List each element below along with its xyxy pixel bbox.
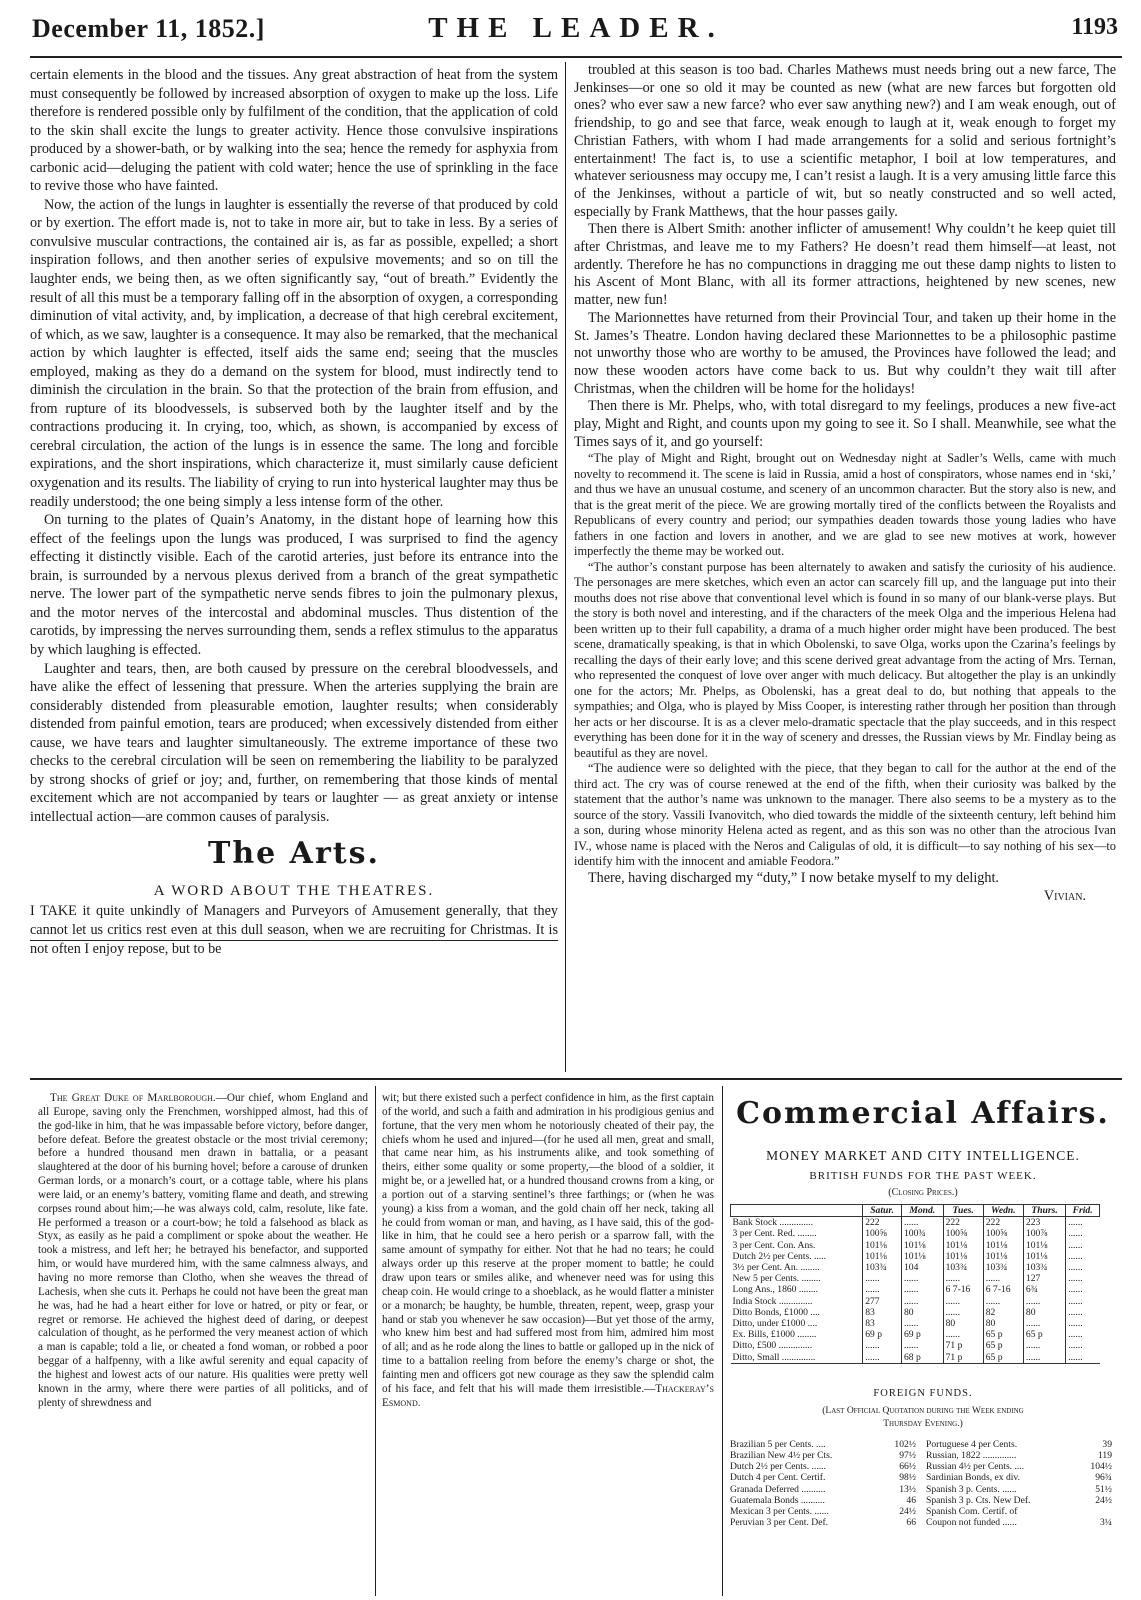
fund-price: 65 p	[983, 1329, 1023, 1340]
list-item	[730, 1450, 916, 1461]
fund-name: Ditto, £500 ..............	[732, 1340, 813, 1352]
fund-name: Ditto Bonds, £1000 ....	[732, 1306, 820, 1318]
marlborough-column-2	[382, 1092, 714, 1410]
fund-price: 46	[906, 1494, 916, 1506]
fund-price: 222	[943, 1217, 983, 1229]
fund-price: 127	[1023, 1273, 1065, 1284]
section-rule	[30, 1078, 1122, 1080]
fund-price: ......	[901, 1296, 943, 1307]
fund-price: 65 p	[983, 1340, 1023, 1351]
list-item	[926, 1495, 1112, 1506]
theatres-article-title: A WORD ABOUT THE THEATRES.	[153, 883, 435, 900]
fund-price: ......	[983, 1273, 1023, 1284]
fund-price: 71 p	[943, 1340, 983, 1351]
fund-name: Ditto, under £1000 ....	[732, 1318, 818, 1330]
lower-divider-1	[375, 1086, 376, 1596]
fund-price: 80	[943, 1318, 983, 1329]
fund-price: ......	[1066, 1352, 1100, 1364]
extract-text: wit; but there existed such a perfect confidence in him, as the first captain of the world, and such a faith and admiration in his prodigious genius and fortune, that the very men whom he notoriously cheated of their pay, the chiefs whom he used and injured—(for he used all men, great and small, that came near him, as his instruments alike, and took something of theirs, either some quality or some property,—the blood of a soldier, it might be, or a jewelled hat, or a hundred thousand crowns from a king, or a portion out of a starving sentinel’s three farthings; or (when he was young) a kiss from a woman, and the gold chain off her neck, taking all he could from woman or man, and having, as I have said, this of the god-like in him, that he could see a hero perish or a sparrow fall, with the same amount of sympathy for either. Not that he had no tears; he could always order up this reserve at the proper moment to battle; he could draw upon tears or smiles alike, and whenever need was for using this cheap coin. He would cringe to a shoeblack, as he would flatter a minister or a monarch; be haughty, be humble, threaten, repent, weep, grasp your hand or stab you whenever he saw occasion)—But yet those of the army, who knew him best and had suffered most from him, admired him most of all; and as he rode along the lines to battle or galloped up in the nick of time to a battalion reeling from before the enemy’s charge or shot, the fainting men and officers got new courage as they saw the splendid calm of his face, and felt that his will made them irresistible.—	[382, 1092, 714, 1395]
fund-price: 100⅝	[943, 1228, 983, 1239]
fund-name: Spanish 3 p. Cents. ......	[926, 1483, 1017, 1495]
masthead	[30, 10, 1122, 54]
fund-name: Brazilian 5 per Cents. ....	[730, 1438, 826, 1450]
fund-price: 51½	[1095, 1483, 1112, 1495]
fund-price: ......	[1066, 1240, 1100, 1251]
fund-price: 80	[901, 1307, 943, 1318]
fund-price: 66½	[899, 1461, 916, 1473]
fund-price: ......	[1066, 1217, 1100, 1229]
fund-name: Peruvian 3 per Cent. Def.	[730, 1517, 829, 1529]
times-quotation	[574, 451, 1116, 870]
list-item	[926, 1517, 1112, 1528]
fund-price: ......	[863, 1340, 902, 1351]
fund-price: ......	[901, 1284, 943, 1295]
british-funds-table	[730, 1204, 1100, 1364]
fund-price: ......	[983, 1296, 1023, 1307]
page-number: 1193	[1071, 14, 1118, 40]
newspaper-title: THE LEADER.	[428, 12, 724, 44]
paragraph: There, having discharged my “duty,” I now betake myself to my delight.	[588, 869, 999, 886]
list-item	[730, 1472, 916, 1483]
fund-name: Long Ans., 1860 ........	[732, 1284, 819, 1296]
fund-price: 39	[1102, 1438, 1112, 1450]
fund-price: 101⅛	[983, 1240, 1023, 1251]
extract-title: The Great Duke of Marlborough.	[50, 1092, 216, 1104]
fund-price: ......	[1066, 1329, 1100, 1340]
fund-price: 3¼	[1100, 1517, 1112, 1529]
column-divider	[565, 62, 566, 1072]
fund-price: 6 7-16	[983, 1284, 1023, 1295]
fund-price: 80	[1023, 1307, 1065, 1318]
fund-price: 119	[1097, 1450, 1112, 1462]
fund-price: 101⅛	[983, 1251, 1023, 1262]
fund-price: ......	[943, 1296, 983, 1307]
list-item	[926, 1450, 1112, 1461]
fund-price: ......	[901, 1217, 943, 1229]
money-market-heading: MONEY MARKET AND CITY INTELLIGENCE.	[766, 1148, 1080, 1163]
fund-name: Dutch 2½ per Cents. .....	[732, 1250, 827, 1262]
fund-price: 223	[1023, 1217, 1065, 1229]
table-row	[731, 1329, 1100, 1340]
fund-name: Sardinian Bonds, ex div.	[926, 1472, 1020, 1484]
table-row	[731, 1273, 1100, 1284]
article-column-2	[574, 62, 1116, 905]
fund-name: India Stock ..............	[732, 1295, 813, 1307]
fund-name: Ex. Bills, £1000 ........	[732, 1329, 817, 1341]
fund-price: 100⅞	[1023, 1228, 1065, 1239]
table-row	[731, 1228, 1100, 1239]
fund-price: 69 p	[863, 1329, 902, 1340]
fund-name: Coupon not funded ......	[926, 1517, 1017, 1529]
paragraph: Now, the action of the lungs in laughter is essentially the reverse of that produced by cold or by exertion. The effort made is, not to take in more air, but to take in less. By a series of convulsive muscular contractions, the contained air is, as far as possible, expelled; a short inspiration follows, and then another series of expulsive movements; and so on till the laughter ends, we being then, as we often significantly say, “out of breath.” Evidently the result of all this must be a temporary falling off in the absorption of oxygen, a corresponding diminution of vital activity, and, by implication, a decrease of that high cerebral excitement, of which, as we saw, laughter is a consequence. It may also be remarked, that the mechanical action by which laughter is effected, itself aids the same end; seeing that the muscles employed, making as they do a demand on the system for blood, must indirectly tend to diminish the circulation in the brain. So that the protection of the brain from effusion, and from rupture of its bloodvessels, is subserved both by the laughter itself and by the contractions producing it. In crying, too, which, as shown, is accompanied by excess of cerebral circulation, the action of the lungs is in essence the same. The long and forcible expirations, and the short inspirations, which characterize it, must similarly cause deficient oxygenation and its results. The liability of crying to run into hysterical laughter may thus be readily understood; the one being simply a less intense form of the other.	[30, 196, 558, 510]
fund-price: 100⅝	[863, 1228, 902, 1239]
fund-price: ......	[1023, 1296, 1065, 1307]
author-signature: Vivian.	[1043, 887, 1086, 904]
fund-price: ......	[1066, 1228, 1100, 1239]
fund-price: ......	[1066, 1284, 1100, 1295]
fund-name: 3 per Cent. Red. ........	[732, 1228, 817, 1240]
fund-price: ......	[901, 1273, 943, 1284]
fund-name: Spanish 3 p. Cts. New Def.	[926, 1494, 1031, 1506]
fund-price: ......	[863, 1352, 902, 1364]
header-rule	[30, 56, 1122, 58]
fund-price: ......	[1066, 1318, 1100, 1329]
paragraph: Then there is Albert Smith: another inflicter of amusement! Why couldn’t he keep quiet till after Christmas, and leave me to my Fathers? He doesn’t read them himself—at least, not ardently. Therefore he has no compunctions in dragging me out these damp nights to listen to his Ascent of Mont Blanc, with all its former attractions, heightened by new scenes, new matter, new fun!	[574, 221, 1116, 309]
fund-price: 96¾	[1095, 1472, 1112, 1484]
list-item	[926, 1506, 1112, 1517]
fund-price: 222	[863, 1217, 902, 1229]
fund-name: 3½ per Cent. An. ........	[732, 1262, 820, 1274]
fund-price: 97½	[899, 1450, 916, 1462]
quote-paragraph: “The author’s constant purpose has been alternately to awaken and satisfy the curiosity of his audience. The personages are mere sketches, which even an actor can scarcely fill up, and the language put into their mouths does not rise above that conventional level which is found in so many of our blank-verse plays. But the story is both novel and interesting, and if the characters of the meek Olga and the imperious Helena had been written up to their full capability, a drama of a much higher order might have been produced. The best scene, dramatically speaking, is that in which Obolenski, to save Olga, works upon the Czarina’s feelings by recalling the days of their early love; and this scene derived great advantage from the acting of Mrs. Ternan, who represented the conquest of love over anger with much delicacy. But altogether the play is an unkindly one for the actors; Mr. Phelps, as Obolenski, has a great deal to do, but nothing that appeals to the sympathies; and Olga, who is played by Miss Cooper, is interesting rather through her position than through her acts or her discourse. It is as a clever melo-dramatic spectacle that the play succeeds, and in this respect everything has been done for it in the way of scenery and dresses, the Russian views by Mr. Findlay being as beautiful as they are novel.	[574, 559, 1116, 760]
fund-price: 13½	[899, 1483, 916, 1495]
article-column-1	[30, 66, 558, 958]
fund-name: Dutch 4 per Cent. Certif.	[730, 1472, 826, 1484]
fund-name: Russian 4½ per Cents. ....	[926, 1461, 1025, 1473]
fund-name: Guatemala Bonds ..........	[730, 1494, 825, 1506]
fund-name: 3 per Cent. Con. Ans.	[732, 1239, 816, 1251]
table-row	[731, 1307, 1100, 1318]
issue-date: December 11, 1852.]	[32, 14, 265, 43]
fund-price: 80	[983, 1318, 1023, 1329]
list-item	[730, 1484, 916, 1495]
table-row	[731, 1296, 1100, 1307]
funds-column-header: Frid.	[1066, 1205, 1100, 1217]
list-item	[730, 1517, 916, 1528]
closing-prices-note: (Closing Prices.)	[888, 1187, 958, 1198]
quote-paragraph: “The audience were so delighted with the piece, that they began to call for the author at the end of the third act. The cry was of course renewed at the end of the fifth, when their curiosity was balked by the statement that the author’s name was unknown to the manager. There also seems to be a mystery as to the source of the story. Vassili Ivanovitch, who died towards the middle of the sixteenth century, left behind him a son, during whose minority Helena acted as regent, and as this son was no other than the atrocious Ivan IV., whose name is placed with the Neros and Caligulas of old, it is difficult—to say nothing of his sex—to identify him with the innocent and amiable Feodora.”	[574, 761, 1116, 869]
list-item	[926, 1439, 1112, 1450]
fund-price: 69 p	[901, 1329, 943, 1340]
fund-price: ......	[901, 1318, 943, 1329]
fund-price: 104½	[1090, 1461, 1112, 1473]
foreign-funds-list	[730, 1439, 1116, 1559]
marlborough-column-1	[38, 1092, 368, 1410]
foreign-funds-heading: FOREIGN FUNDS.	[873, 1387, 973, 1399]
fund-name: Mexican 3 per Cents. ......	[730, 1506, 829, 1518]
extract-text: —Our chief, whom England and all Europe, saving only the Frenchmen, worshipped almost, had this of the god-like in him, that he was impassable before victory, before danger, before defeat. Before the greatest obstacle or the most trivial ceremony; before a hundred thousand men drawn in battalia, or a peasant slaughtered at the door of his burning hovel; before a carouse of drunken German lords, or a monarch’s court, or a cottage table, where his plans were laid, or an enemy’s battery, vomiting flame and death, and strewing corpses round about him;—he was always cold, calm, resolute, like fate. He performed a treason or a court-bow; he told a falsehood as black as Styx, as easily as he paid a compliment or spoke about the weather. He took a mistress, and left her; he betrayed his benefactor, and supported him, or would have murdered him, with the same calmness always, and having no more remorse than Clotho, when she weaves the thread of Lachesis, when she cuts it. Perhaps he could not have been the great man he was, had he had a heart either for love or hatred, or pity or fear, or regret or remorse. He achieved the highest deed of daring, or deepest calculation of thought, as he performed the very meanest action of which a man is capable; told a lie, or cheated a fond woman, or robbed a poor beggar of a halfpenny, with a like awful serenity and equal capacity of the highest and lowest acts of our nature. His qualities were pretty well known in the army, where there were parties of all politicks, and of plenty of shrewdness and	[38, 1092, 368, 1409]
quote-paragraph: “The play of Might and Right, brought out on Wednesday night at Sadler’s Wells, came with much novelty to recommend it. The scene is laid in Russia, amid a host of conspirators, whose names end in ‘ski,’ and thus we have an unusual costume, and scenery of an uncommon character. But the story also is new, and that is the great merit of the piece. We are growing mortally tired of the conflicts between the Royalists and Republicans of every country and period; our sympathies deaden towards those young ladies who have fathers in one faction and lovers in another, and we are glad to see new motives at work, however imperfectly the theme may be worked out.	[574, 451, 1116, 559]
lower-divider-2	[722, 1086, 723, 1596]
fund-name: Dutch 2½ per Cents. ......	[730, 1461, 826, 1473]
fund-name: Granada Deferred ..........	[730, 1483, 826, 1495]
fund-price: 103¾	[1023, 1262, 1065, 1273]
fund-price: ......	[1023, 1340, 1065, 1351]
paragraph: Laughter and tears, then, are both caused by pressure on the cerebral bloodvessels, and have alike the effect of lessening that pressure. When the arteries supplying the brain are considerably distended from pleasurable emotion, laughter results; when considerably distended from painful emotion, tears are produced; when excessively distended from either cause, we have tears and laughter simultaneously. The extreme importance of these two checks to the cerebral circulation will be seen on remembering the liability to be paralyzed by strong shocks of grief or joy; and, further, on remembering that those kinds of mental excitement which are not accompanied by tears or laughter — as great anxiety or intense intellectual action—are common causes of paralysis.	[30, 660, 558, 825]
fund-price: 101⅛	[943, 1251, 983, 1262]
fund-price: 6¾	[1023, 1284, 1065, 1295]
funds-column-header: Thurs.	[1023, 1205, 1065, 1217]
fund-price: ......	[1066, 1273, 1100, 1284]
fund-price: ......	[943, 1307, 983, 1318]
fund-price: ......	[1066, 1340, 1100, 1351]
table-row	[731, 1352, 1100, 1364]
fund-price: 222	[983, 1217, 1023, 1229]
fund-price: ......	[943, 1329, 983, 1340]
fund-price: 82	[983, 1307, 1023, 1318]
fund-price: 98½	[899, 1472, 916, 1484]
funds-column-header	[731, 1205, 863, 1217]
extract-source: Thackeray’s Esmond.	[382, 1382, 714, 1409]
fund-price: 6 7-16	[943, 1284, 983, 1295]
funds-column-header: Mond.	[901, 1205, 943, 1217]
funds-column-header: Tues.	[943, 1205, 983, 1217]
list-item	[730, 1495, 916, 1506]
fund-price: ......	[901, 1340, 943, 1351]
paragraph: troubled at this season is too bad. Charles Mathews must needs bring out a new farce, The Jenkinses—or one so old it may be counted as new (what are new farces but forgotten old ones? who ever saw a new farce? who ever saw anything new?) and I am weak enough, out of friendship, to go and see that farce, weak enough to laugh at it, weak enough to forget my Christian Fathers, with whom I had made arrangements for a solid and serious fortnight’s entertainment! The fact is, to use a scientific metaphor, I boil at low temperatures, and whatever seriousness may occupy me, I can’t resist a laugh. It is a very amusing little farce this of the Jenkinses, without a particle of wit, but so neatly constructed and so well acted, especially by Frank Matthews, that the hour passes gaily.	[574, 62, 1116, 220]
list-item	[730, 1506, 916, 1517]
paragraph: The Marionnettes have returned from their Provincial Tour, and taken up their home in the St. James’s Theatre. London having declared these Marionnettes to be a philosophic pastime not unworthy those who are worthy to be amused, the Provinces have followed the lead; and now these wooden actors have come back to us. But why couldn’t they wait till after Christmas, when the children will be home for the holidays!	[574, 309, 1116, 397]
paragraph: On turning to the plates of Quain’s Anatomy, in the distant hope of learning how this effect of the feelings upon the lungs was produced, I was surprised to find the agency effecting it distinctly visible. Each of the carotid arteries, just before its entrance into the brain, is surrounded by a nervous plexus derived from a branch of the great sympathetic nerve. The lower part of the sympathetic nerve sends fibres to join the pulmonary plexus, and the motor nerves of the intercostal and abdominal muscles. Thus distention of the carotids, by impressing the nerves surrounding them, sends a reflex stimulus to the apparatus by which laughing is effected.	[30, 512, 558, 658]
list-item	[926, 1472, 1112, 1483]
list-item	[730, 1461, 916, 1472]
table-row	[731, 1262, 1100, 1273]
paragraph: certain elements in the blood and the tissues. Any great abstraction of heat from the system must consequently be followed by increased absorption of oxygen to make up the loss. Life therefore is rendered possible only by fulfilment of the condition, that the application of cold to the skin shall excite the lungs to greater activity. Hence those convulsive inspirations produced by a shower-bath, or by walking into the sea; hence the remedy for asphyxia from carbonic acid—deluging the patient with cold water; hence the use of sprinkling in the face to revive those who have fainted.	[30, 67, 558, 195]
paragraph: Then there is Mr. Phelps, who, with total disregard to my feelings, produces a new five-act play, Might and Right, and counts upon my going to see it. So I shall. Meanwhile, see what the Times says of it, and go yourself:	[574, 398, 1116, 450]
fund-price: 101⅛	[1023, 1240, 1065, 1251]
fund-price: 101⅛	[863, 1240, 902, 1251]
fund-price: 102½	[894, 1438, 916, 1450]
fund-price: 66	[906, 1517, 916, 1529]
fund-price: 101⅛	[901, 1251, 943, 1262]
fund-price: ......	[1066, 1262, 1100, 1273]
fund-price: 100⅝	[983, 1228, 1023, 1239]
table-row	[731, 1251, 1100, 1262]
fund-price: ......	[1066, 1307, 1100, 1318]
fund-price: ......	[943, 1273, 983, 1284]
foreign-funds-note	[730, 1405, 1116, 1431]
fund-price: ......	[1066, 1251, 1100, 1262]
fund-price: 101⅛	[863, 1251, 902, 1262]
funds-column-header: Satur.	[863, 1205, 902, 1217]
paragraph: I TAKE it quite unkindly of Managers and Purveyors of Amusement generally, that they cannot let us critics rest even at this dull season, when we are recruiting for Christmas. It is not often I enjoy repose, but to be	[30, 903, 558, 957]
fund-price: 100¾	[901, 1228, 943, 1239]
arts-section-heading: The Arts.	[208, 836, 380, 872]
fund-price: ......	[1023, 1352, 1065, 1364]
note-line: Thursday Evening.)	[883, 1418, 963, 1429]
fund-price: 83	[863, 1307, 902, 1318]
fund-name: Spanish Com. Certif. of	[926, 1506, 1018, 1518]
note-line: (Last Official Quotation during the Week ending	[822, 1405, 1024, 1416]
fund-price: 24½	[899, 1506, 916, 1518]
british-funds-heading: BRITISH FUNDS FOR THE PAST WEEK.	[809, 1170, 1037, 1182]
fund-price: 104	[901, 1262, 943, 1273]
fund-price: 24½	[1095, 1494, 1112, 1506]
fund-price: 101⅛	[901, 1240, 943, 1251]
fund-price: 65 p	[983, 1352, 1023, 1364]
list-item	[926, 1484, 1112, 1495]
fund-price: 68 p	[901, 1352, 943, 1364]
fund-price: 277	[863, 1296, 902, 1307]
table-row	[731, 1284, 1100, 1295]
fund-name: Brazilian New 4½ per Cts.	[730, 1450, 833, 1462]
fund-name: Ditto, Small ..............	[731, 1352, 863, 1364]
commercial-heading: Commercial Affairs.	[736, 1096, 1110, 1131]
fund-price: 83	[863, 1318, 902, 1329]
fund-name: Russian, 1822 ..............	[926, 1450, 1017, 1462]
fund-name: New 5 per Cents. ........	[732, 1273, 821, 1285]
fund-price: 103¾	[943, 1262, 983, 1273]
fund-price: 71 p	[943, 1352, 983, 1364]
fund-price: 101⅛	[943, 1240, 983, 1251]
fund-price: 101⅛	[1023, 1251, 1065, 1262]
table-row	[731, 1318, 1100, 1329]
fund-price: ......	[863, 1273, 902, 1284]
table-row	[731, 1217, 1100, 1229]
table-row	[731, 1240, 1100, 1251]
fund-name: Bank Stock ..............	[732, 1217, 813, 1229]
list-item	[926, 1461, 1112, 1472]
fund-price: 103¾	[983, 1262, 1023, 1273]
fund-price: 65 p	[1023, 1329, 1065, 1340]
funds-column-header: Wedn.	[983, 1205, 1023, 1217]
fund-price: 103¾	[863, 1262, 902, 1273]
fund-price: ......	[1066, 1296, 1100, 1307]
list-item	[730, 1439, 916, 1450]
fund-price: ......	[863, 1284, 902, 1295]
table-row	[731, 1340, 1100, 1351]
fund-price: ......	[1023, 1318, 1065, 1329]
commercial-affairs	[730, 1092, 1116, 1559]
fund-name: Portuguese 4 per Cents.	[926, 1438, 1018, 1450]
